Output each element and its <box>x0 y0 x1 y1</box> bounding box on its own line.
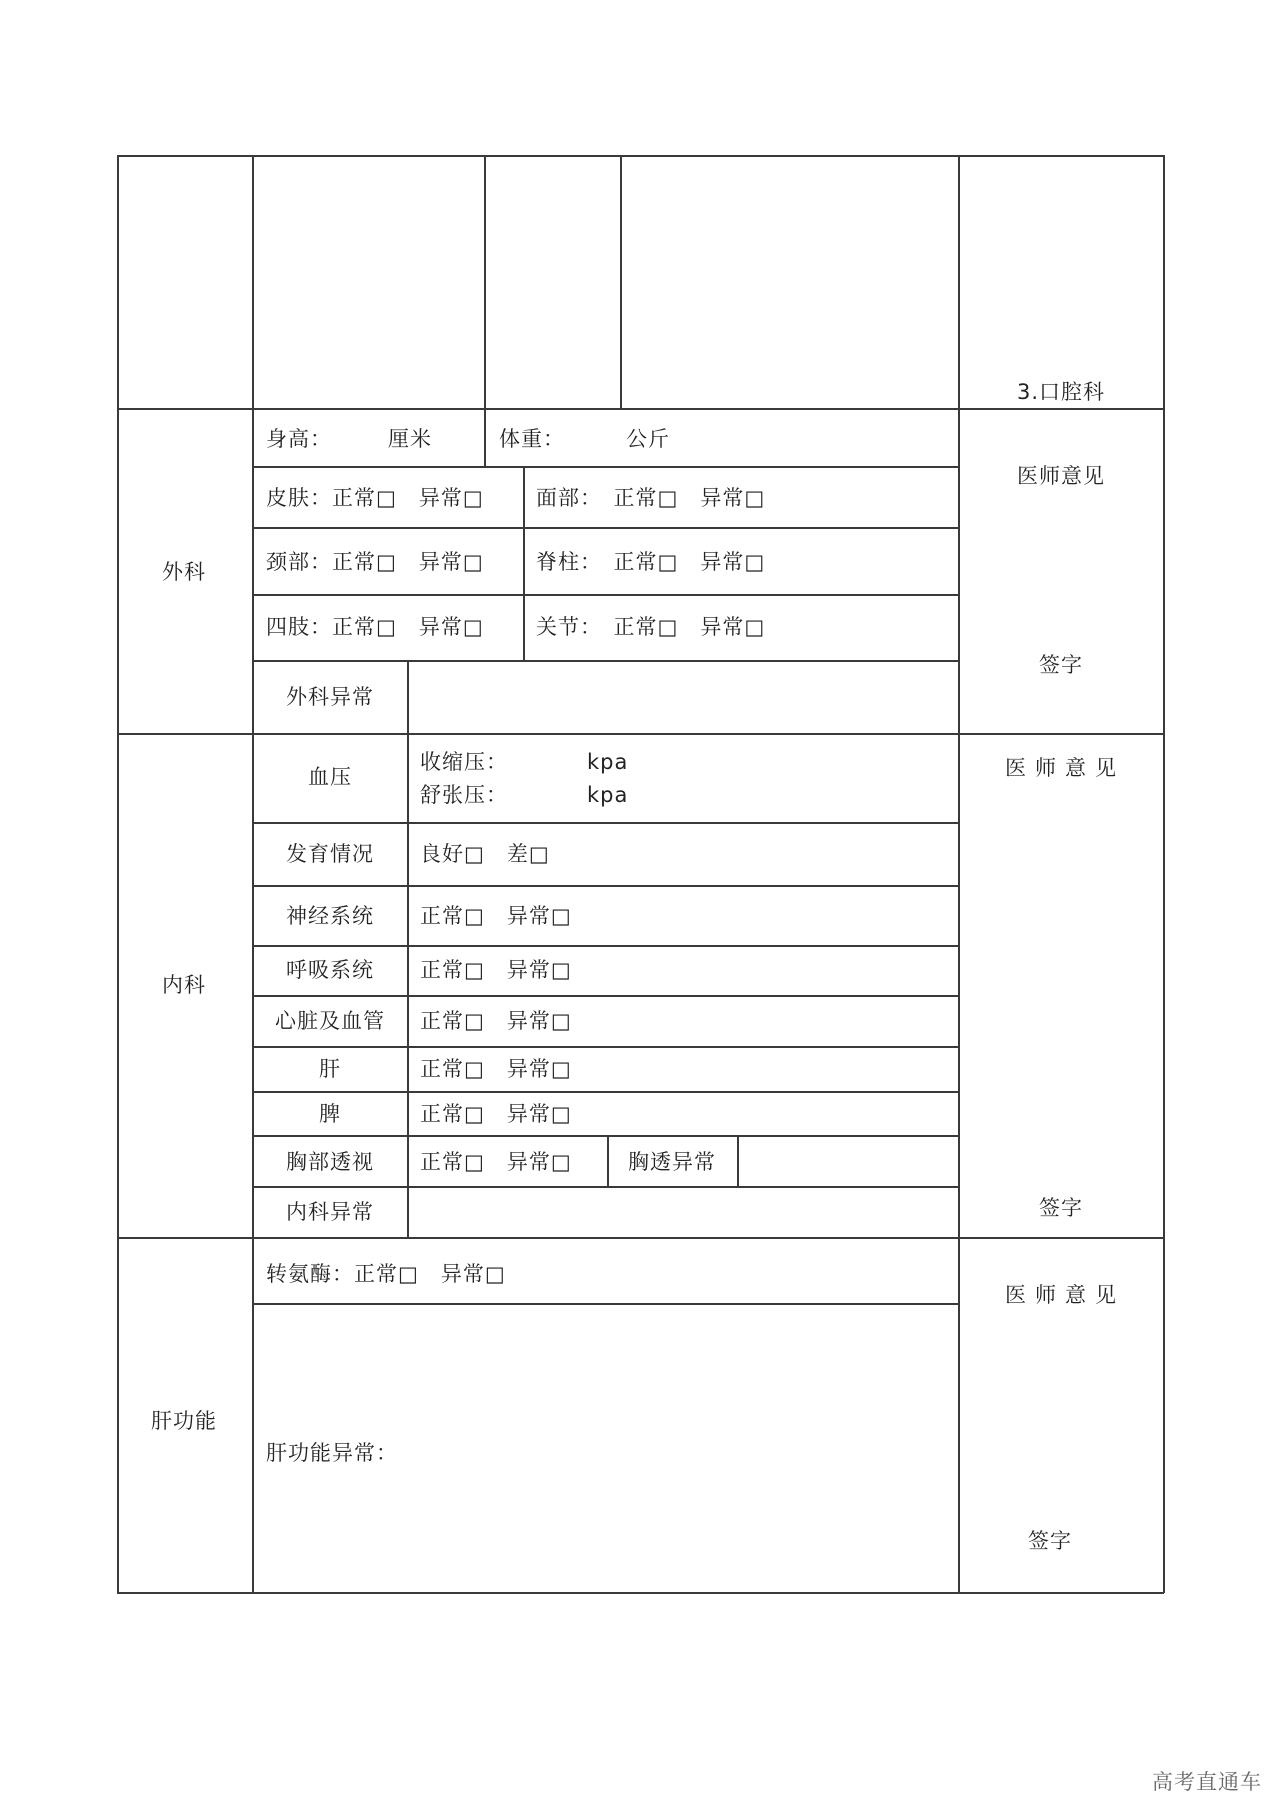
chest-xray-label: 胸部透视 <box>286 1150 374 1174</box>
watermark: 高考直通车 <box>1152 1770 1262 1794</box>
liver-doctor-opinion: 医师意见 <box>1005 1283 1125 1307</box>
surgery-doctor-opinion: 医师意见 <box>1017 464 1105 488</box>
systolic-unit: kpa <box>587 750 629 774</box>
chest-xray-check[interactable]: 正常□ 异常□ <box>420 1150 572 1174</box>
alt-check[interactable]: 转氨酶：正常□ 异常□ <box>266 1262 506 1286</box>
weight-label: 体重： <box>499 427 565 451</box>
height-unit: 厘米 <box>388 427 432 451</box>
development-check[interactable]: 良好□ 差□ <box>420 842 550 866</box>
oral-dept-label: 3.口腔科 <box>1016 380 1106 404</box>
skin-check[interactable]: 皮肤：正常□ 异常□ <box>266 486 484 510</box>
weight-unit: 公斤 <box>626 427 670 451</box>
respiratory-system-check[interactable]: 正常□ 异常□ <box>420 958 572 982</box>
internal-signature-label: 签字 <box>1039 1196 1083 1220</box>
liver-function-section-label: 肝功能 <box>151 1409 217 1433</box>
face-check[interactable]: 面部： 正常□ 异常□ <box>536 486 766 510</box>
surgery-signature-label: 签字 <box>1039 653 1083 677</box>
diastolic-label: 舒张压： <box>420 783 508 807</box>
systolic-label: 收缩压： <box>420 750 508 774</box>
chest-xray-abnormal-label: 胸透异常 <box>628 1150 716 1174</box>
spleen-label: 脾 <box>319 1102 341 1126</box>
diastolic-unit: kpa <box>587 783 629 807</box>
heart-vessels-label: 心脏及血管 <box>275 1009 385 1033</box>
spleen-check[interactable]: 正常□ 异常□ <box>420 1102 572 1126</box>
neck-check[interactable]: 颈部：正常□ 异常□ <box>266 550 484 574</box>
liver-label: 肝 <box>319 1057 341 1081</box>
internal-section-label: 内科 <box>162 973 206 997</box>
internal-abnormal-label: 内科异常 <box>286 1200 374 1224</box>
liver-signature-label: 签字 <box>1028 1529 1072 1553</box>
limbs-check[interactable]: 四肢：正常□ 异常□ <box>266 615 484 639</box>
blood-pressure-label: 血压 <box>308 765 352 789</box>
height-label: 身高： <box>266 427 332 451</box>
nervous-system-check[interactable]: 正常□ 异常□ <box>420 904 572 928</box>
surgery-section-label: 外科 <box>162 560 206 584</box>
liver-function-abnormal-label: 肝功能异常： <box>266 1441 398 1465</box>
joints-check[interactable]: 关节： 正常□ 异常□ <box>536 615 766 639</box>
development-label: 发育情况 <box>286 842 374 866</box>
surgery-abnormal-label: 外科异常 <box>286 685 374 709</box>
heart-vessels-check[interactable]: 正常□ 异常□ <box>420 1009 572 1033</box>
spine-check[interactable]: 脊柱： 正常□ 异常□ <box>536 550 766 574</box>
liver-check[interactable]: 正常□ 异常□ <box>420 1057 572 1081</box>
nervous-system-label: 神经系统 <box>286 904 374 928</box>
internal-doctor-opinion: 医师意见 <box>1005 756 1125 780</box>
respiratory-system-label: 呼吸系统 <box>286 958 374 982</box>
